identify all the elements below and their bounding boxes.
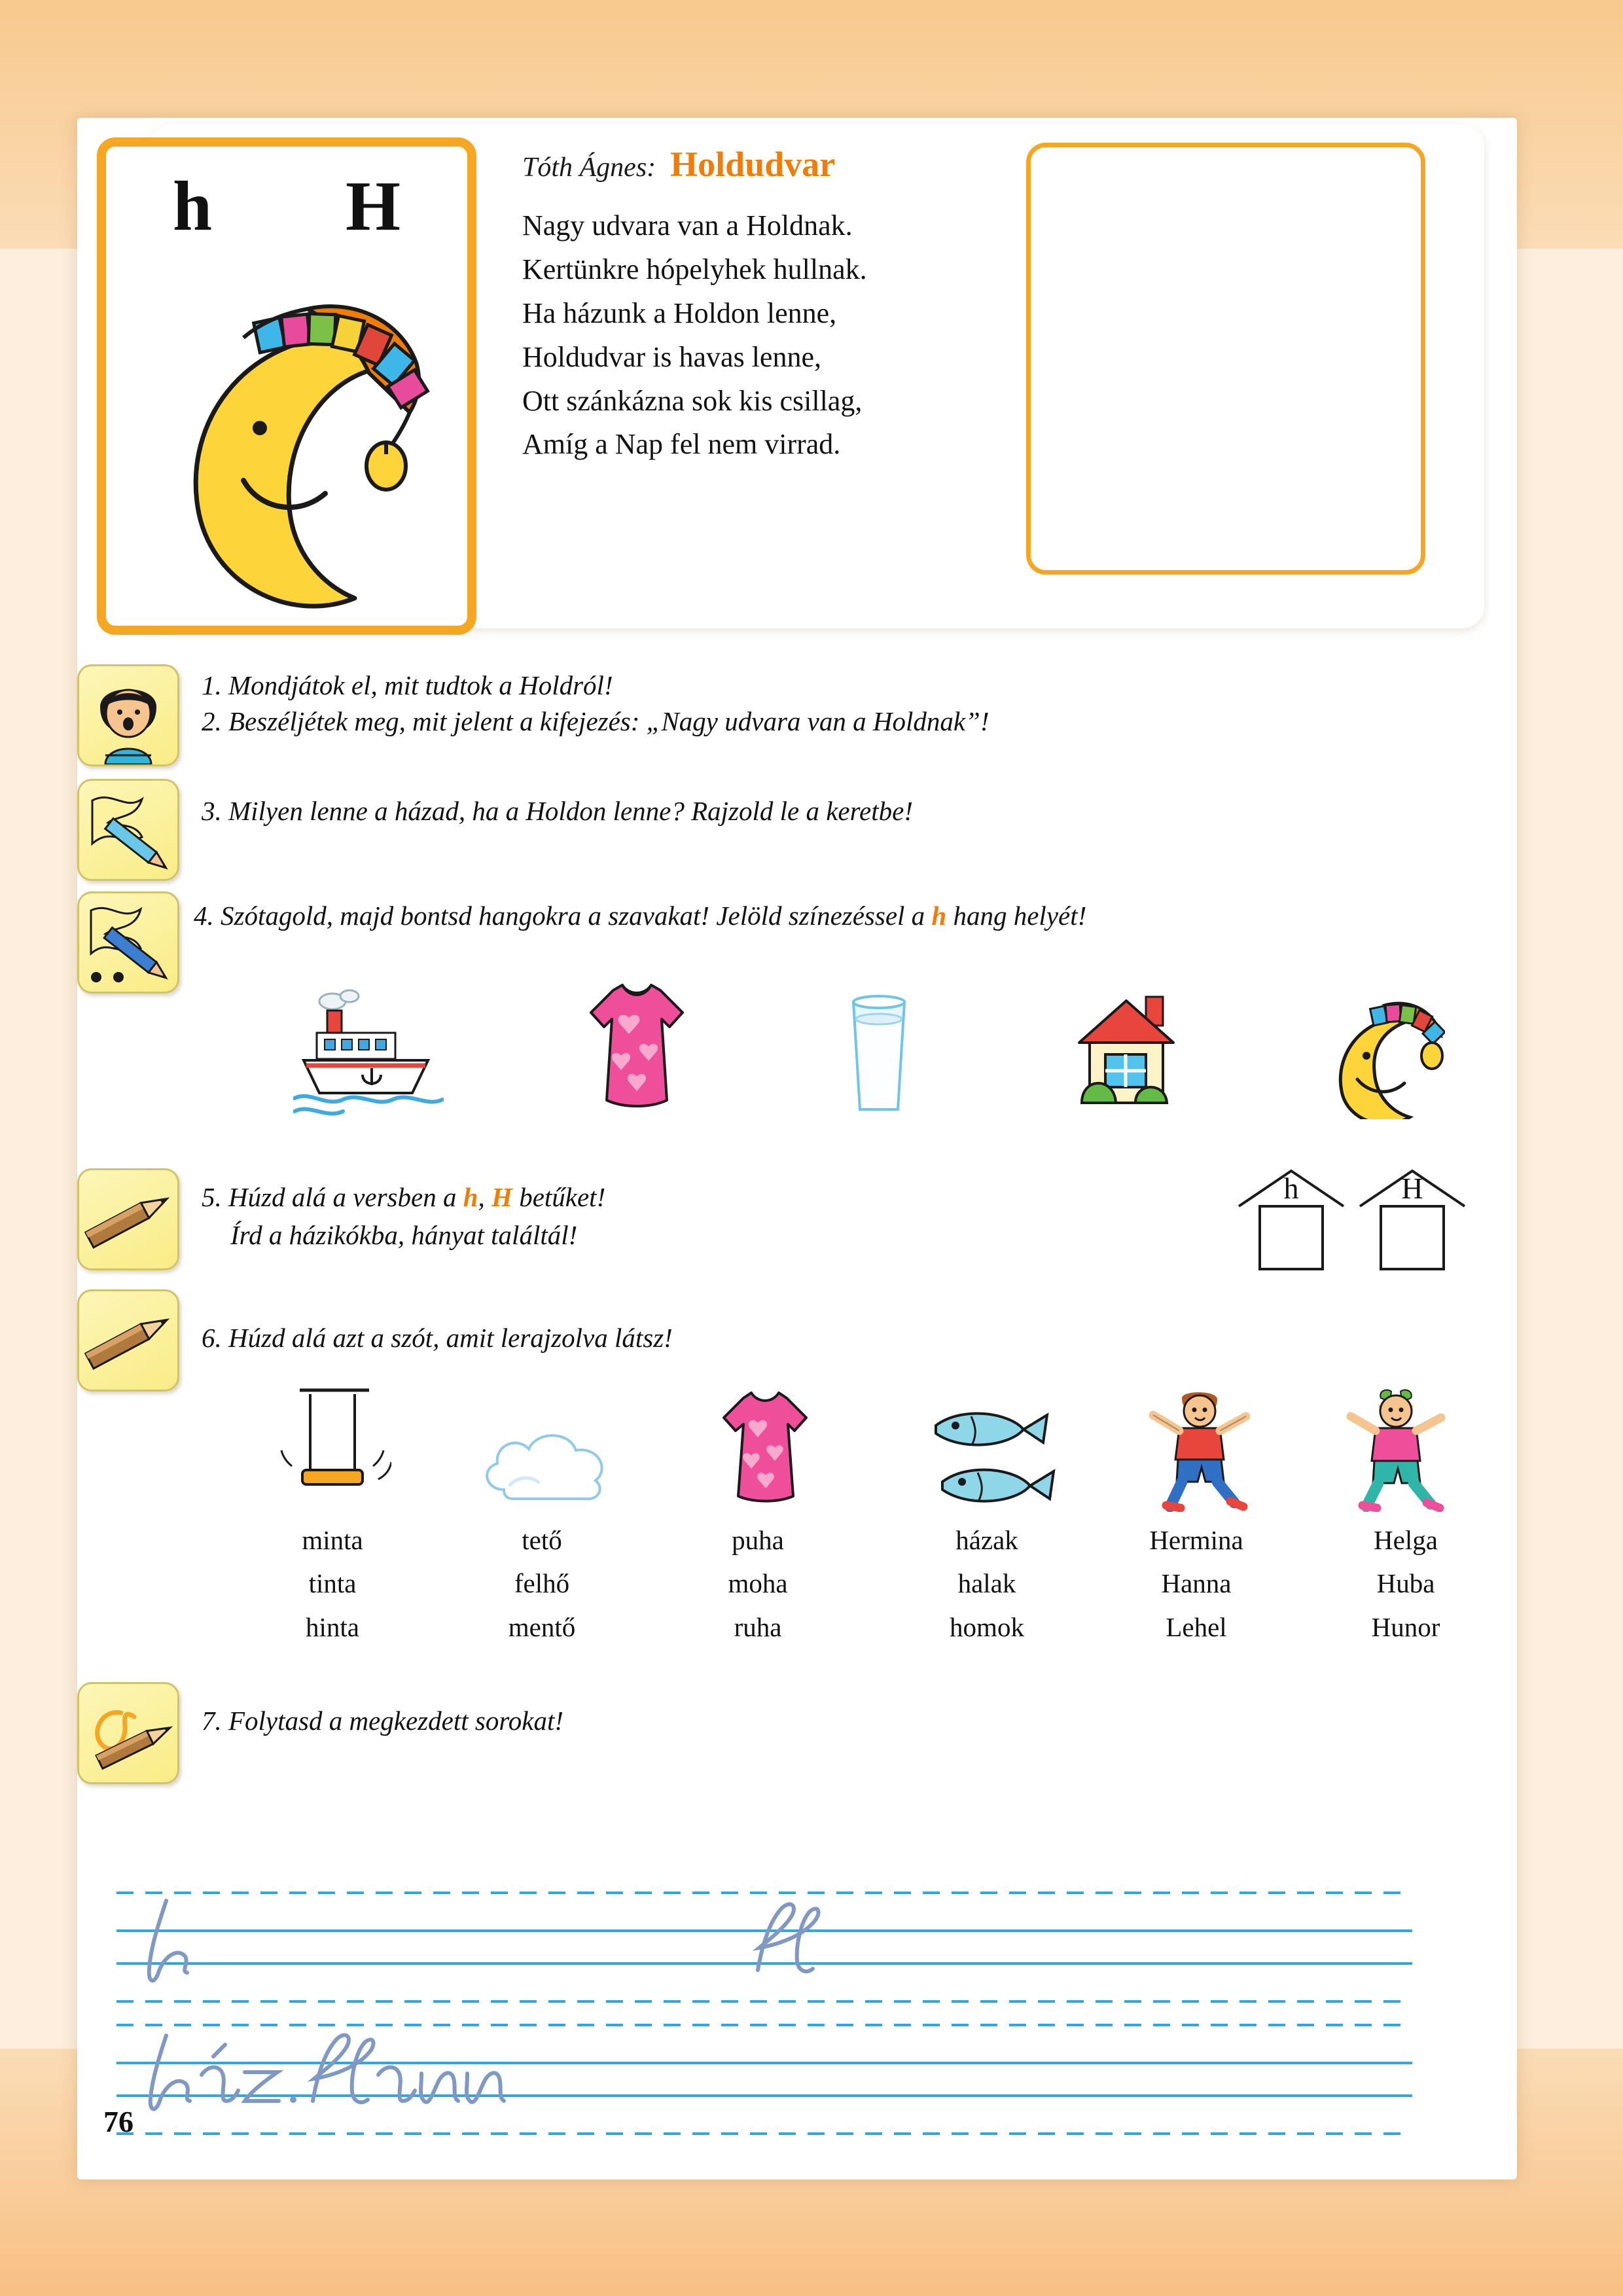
moon-illustration (139, 258, 453, 624)
girl-picture (1340, 1388, 1452, 1512)
poem-title: Holdudvar (670, 145, 836, 184)
task-2-text (202, 702, 1412, 740)
word-option[interactable]: Helga (1374, 1525, 1438, 1555)
task-5-number: 5. (202, 1182, 222, 1212)
word-option[interactable]: halak (957, 1568, 1016, 1599)
poem-line: Ott szánkázna sok kis csillag, (522, 384, 863, 417)
word-column-6[interactable] (1314, 1518, 1497, 1649)
task-5-h: h (463, 1182, 478, 1212)
cloud-picture (476, 1420, 620, 1512)
task-3-text (202, 792, 1380, 830)
poem-author: Tóth Ágnes: (522, 152, 656, 183)
pencil-alpha-icon (77, 1682, 179, 1784)
glass-picture (830, 978, 928, 1119)
letter-uppercase: H (346, 168, 401, 245)
poem-line: Nagy udvara van a Holdnak. (522, 209, 853, 242)
task-1-label: Mondjátok el, mit tudtok a Holdról! (228, 670, 613, 700)
task-6-picture-row (274, 1381, 1452, 1512)
boy-picture (1144, 1388, 1255, 1512)
letter-display-box (97, 137, 476, 635)
word-option[interactable]: tető (522, 1525, 562, 1555)
poem-block (522, 144, 1020, 467)
word-option[interactable]: homok (950, 1611, 1024, 1642)
moon-picture (1321, 978, 1445, 1119)
handwriting-practice-area[interactable] (103, 1885, 1491, 2147)
word-column-2[interactable] (463, 1518, 620, 1649)
task-4-text (194, 897, 1391, 935)
fish-picture (908, 1394, 1059, 1512)
task-5-text (202, 1178, 1052, 1254)
house-count-h[interactable] (1226, 1155, 1357, 1286)
pencil-dots-icon (77, 891, 179, 994)
pencil-icon (77, 1168, 179, 1270)
task-7-text (202, 1702, 1183, 1740)
task-2-number: 2. (202, 706, 222, 736)
word-option[interactable]: puha (732, 1525, 784, 1555)
task-4-label-after: hang helyét! (946, 901, 1087, 931)
word-column-1[interactable] (254, 1518, 411, 1649)
task-4-picture-row (293, 969, 1445, 1119)
poem-line: Kertünkre hópelyhek hullnak. (522, 253, 867, 285)
poem-line: Amíg a Nap fel nem virrad. (522, 428, 841, 461)
task-5-label-1a: Húzd alá a versben a (228, 1182, 463, 1212)
task-5-label-1b: betűket! (512, 1182, 606, 1212)
page-number: 76 (103, 2105, 134, 2138)
word-option[interactable]: házak (955, 1525, 1018, 1555)
word-column-5[interactable] (1098, 1518, 1294, 1649)
word-option[interactable]: ruha (734, 1611, 782, 1642)
dress-picture (705, 1388, 823, 1512)
letter-lowercase: h (172, 168, 213, 245)
task-5-H: H (491, 1182, 512, 1212)
word-option[interactable]: Hermina (1149, 1525, 1243, 1555)
task-6-number: 6. (202, 1323, 222, 1353)
task-4-highlight: h (931, 901, 947, 931)
word-option[interactable]: Hanna (1161, 1568, 1232, 1599)
poem-lines (522, 204, 1020, 467)
drawing-frame[interactable] (1026, 143, 1425, 575)
poem-line: Holdudvar is havas lenne, (522, 340, 821, 373)
word-option[interactable]: Huba (1376, 1568, 1435, 1599)
word-option[interactable]: felhő (514, 1568, 570, 1599)
task-7-label: Folytasd a megkezdett sorokat! (228, 1706, 563, 1736)
svg-text:H: H (1401, 1172, 1423, 1205)
house-picture (1056, 978, 1193, 1119)
word-option[interactable]: Lehel (1166, 1611, 1227, 1642)
task-7-number: 7. (202, 1706, 222, 1736)
word-option[interactable]: tinta (308, 1568, 357, 1599)
word-option[interactable]: mentő (508, 1611, 576, 1642)
task-1-number: 1. (202, 670, 222, 700)
letter-row (106, 166, 467, 247)
page-content (77, 118, 1517, 2179)
task-2-label: Beszéljétek meg, mit jelent a kifejezés: „Nagy udvara van a Holdnak”! (228, 706, 990, 736)
word-option[interactable]: hinta (306, 1611, 359, 1642)
poem-line: Ha házunk a Holdon lenne, (522, 296, 837, 329)
house-count-H[interactable] (1347, 1155, 1478, 1286)
swing-picture (274, 1388, 391, 1512)
word-column-3[interactable] (679, 1518, 836, 1649)
task-3-label: Milyen lenne a házad, ha a Holdon lenne? Rajzold le a keretbe! (228, 796, 914, 826)
ship-picture (293, 982, 444, 1119)
task-5-label-2: Írd a házikókba, hányat találtál! (230, 1220, 578, 1251)
word-option[interactable]: moha (728, 1568, 788, 1599)
task-4-number: 4. (194, 901, 214, 931)
speaking-head-icon (77, 664, 179, 766)
word-option[interactable]: minta (302, 1525, 363, 1555)
task-1-text (202, 666, 1353, 704)
task-6-text (202, 1319, 1183, 1357)
task-5-comma: , (478, 1182, 492, 1212)
svg-text:h: h (1283, 1172, 1299, 1205)
dress-picture (571, 978, 702, 1119)
task-4-label-before: Szótagold, majd bontsd hangokra a szavakat! Jelöld színezéssel a (221, 901, 932, 931)
pencil-icon (77, 1289, 179, 1391)
word-option[interactable]: Hunor (1371, 1611, 1440, 1642)
pencil-draw-icon (77, 779, 179, 881)
word-column-4[interactable] (902, 1518, 1072, 1649)
task-3-number: 3. (202, 796, 222, 826)
task-6-label: Húzd alá azt a szót, amit lerajzolva látsz! (228, 1323, 673, 1353)
